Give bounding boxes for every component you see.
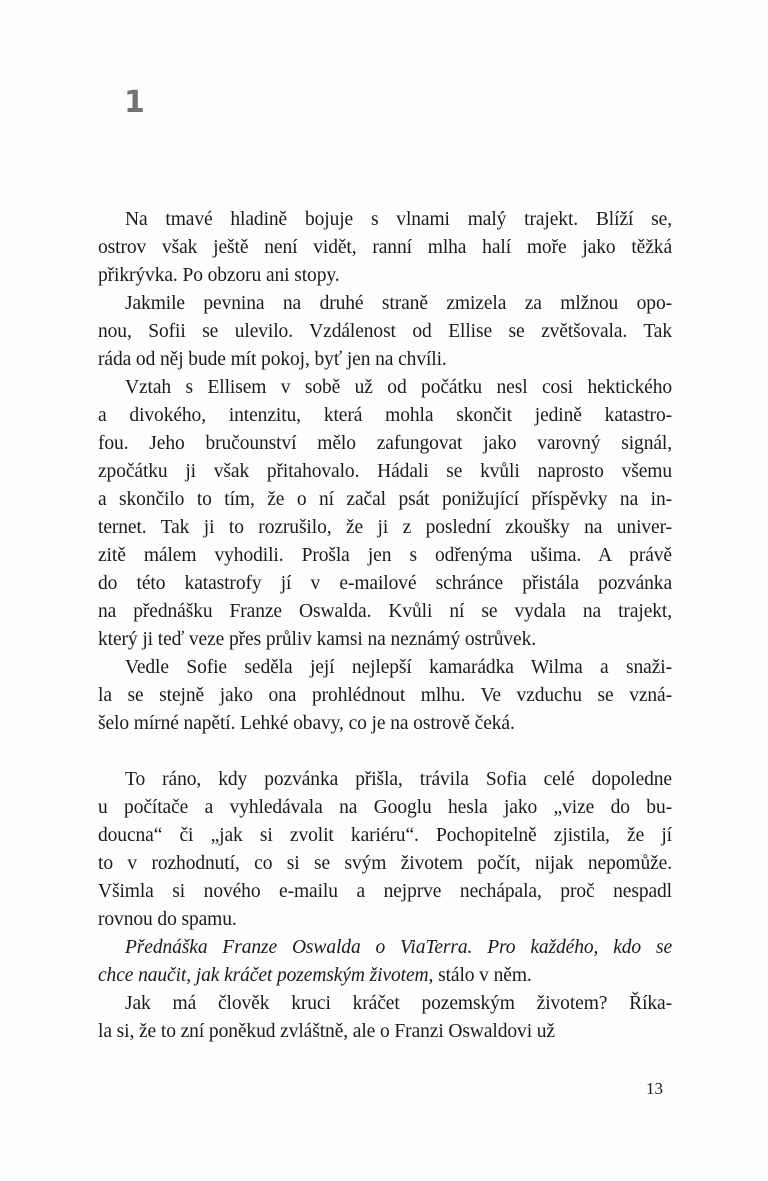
text-run: doucna“ či „jak si zvolit kariéru“. Pochopitelně zjistila, že jí xyxy=(98,825,672,846)
paragraph xyxy=(98,290,672,374)
text-line xyxy=(98,906,672,934)
text-line xyxy=(98,710,672,738)
text-run: zpočátku ji však přitahovalo. Hádali se kvůli naprosto všemu xyxy=(98,461,672,482)
text-line xyxy=(98,570,672,598)
text-run: Vztah s Ellisem v sobě už od počátku nesl cosi hektického xyxy=(125,377,672,398)
paragraph xyxy=(98,934,672,990)
text-line xyxy=(98,682,672,710)
paragraph xyxy=(98,206,672,290)
page-number: 13 xyxy=(646,1079,663,1098)
text-run: nou, Sofii se ulevilo. Vzdálenost od Ellise se zvětšovala. Tak xyxy=(98,321,672,342)
text-line xyxy=(98,346,672,374)
text-run: Na tmavé hladině bojuje s vlnami malý trajekt. Blíží se, xyxy=(125,209,672,230)
text-run: který ji teď veze přes průliv kamsi na neznámý ostrůvek. xyxy=(98,629,537,650)
text-line xyxy=(98,1018,672,1046)
text-line xyxy=(98,822,672,850)
paragraph xyxy=(98,766,672,934)
text-line xyxy=(98,374,672,402)
text-run: fou. Jeho bručounství mělo zafungovat jako varovný signál, xyxy=(98,433,672,454)
text-run: Vedle Sofie seděla její nejlepší kamarádka Wilma a snaži- xyxy=(125,657,672,678)
text-run: Všimla si nového e-mailu a nejprve nechápala, proč nespadl xyxy=(98,881,672,902)
text-line xyxy=(98,626,672,654)
text-line xyxy=(98,990,672,1018)
text-run: la si, že to zní poněkud zvláštně, ale o Franzi Oswaldovi už xyxy=(98,1021,555,1042)
text-line xyxy=(98,234,672,262)
text-block xyxy=(98,206,672,1046)
text-run: přikrývka. Po obzoru ani stopy. xyxy=(98,265,340,286)
text-run: u počítače a vyhledávala na Googlu hesla jako „vize do bu- xyxy=(98,797,672,818)
text-run: ternet. Tak ji to rozrušilo, že ji z poslední zkoušky na univer- xyxy=(98,517,672,538)
paragraph xyxy=(98,990,672,1046)
text-line xyxy=(98,458,672,486)
text-line xyxy=(98,654,672,682)
paragraph xyxy=(98,654,672,738)
paragraph xyxy=(98,374,672,654)
text-line xyxy=(98,430,672,458)
italic-run: chce naučit, jak kráčet pozemským životem xyxy=(98,965,429,986)
text-line xyxy=(98,794,672,822)
text-line xyxy=(98,542,672,570)
text-run: do této katastrofy jí v e-mailové schránce přistála pozvánka xyxy=(98,573,672,594)
text-run: To ráno, kdy pozvánka přišla, trávila Sofia celé dopoledne xyxy=(125,769,672,790)
text-line xyxy=(98,262,672,290)
text-run: a skončilo to tím, že o ní začal psát ponižující příspěvky na in- xyxy=(98,489,672,510)
text-line xyxy=(98,514,672,542)
text-line xyxy=(98,318,672,346)
text-line xyxy=(98,486,672,514)
text-line xyxy=(98,598,672,626)
chapter-number: 1 xyxy=(124,85,145,120)
text-line xyxy=(98,850,672,878)
text-line xyxy=(98,290,672,318)
text-run: ráda od něj bude mít pokoj, byť jen na chvíli. xyxy=(98,349,447,370)
text-run: Jakmile pevnina na druhé straně zmizela za mlžnou opo- xyxy=(125,293,672,314)
text-line xyxy=(98,962,672,990)
italic-run: Přednáška Franze Oswalda o ViaTerra. Pro každého, kdo se xyxy=(125,937,672,958)
text-run: a divokého, intenzitu, která mohla skončit jedině katastro- xyxy=(98,405,672,426)
text-line xyxy=(98,766,672,794)
text-line xyxy=(98,402,672,430)
text-run: zitě málem vyhodili. Prošla jen s odřenýma ušima. A právě xyxy=(98,545,672,566)
text-line xyxy=(98,878,672,906)
text-line xyxy=(98,934,672,962)
text-run: la se stejně jako ona prohlédnout mlhu. Ve vzduchu se vzná- xyxy=(98,685,672,706)
text-run: , stálo v něm. xyxy=(428,965,532,986)
text-run: na přednášku Franze Oswalda. Kvůli ní se vydala na trajekt, xyxy=(98,601,672,622)
text-run: Jak má člověk kruci kráčet pozemským životem? Říka- xyxy=(125,993,672,1014)
text-line xyxy=(98,206,672,234)
text-run: ostrov však ještě není vidět, ranní mlha halí moře jako těžká xyxy=(98,237,672,258)
text-run: šelo mírné napětí. Lehké obavy, co je na ostrově čeká. xyxy=(98,713,515,734)
text-run: rovnou do spamu. xyxy=(98,909,237,930)
text-run: to v rozhodnutí, co si se svým životem počít, nijak nepomůže. xyxy=(98,853,672,874)
